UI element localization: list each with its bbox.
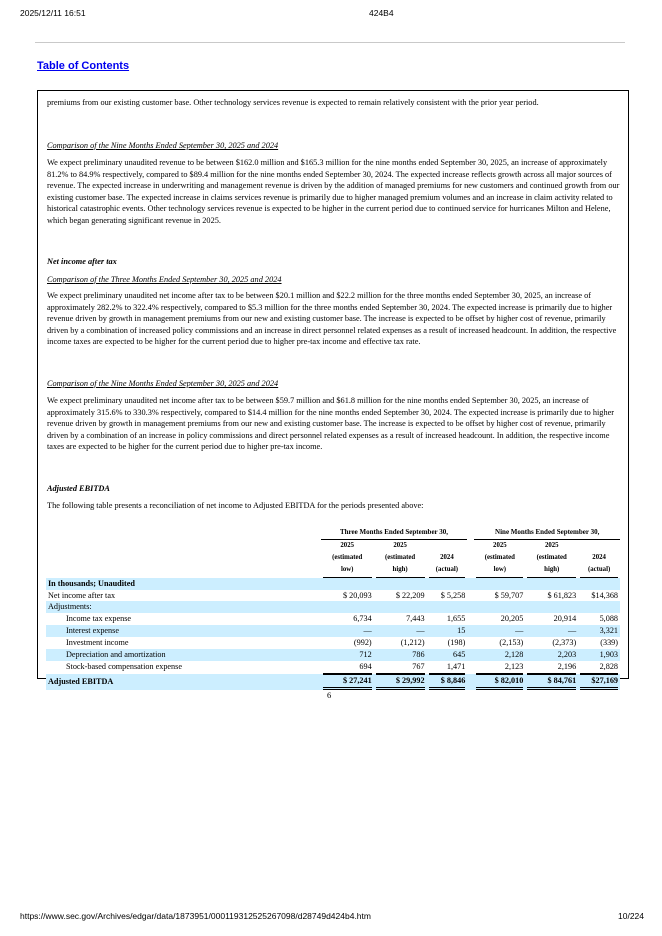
col-header-three-est-high: 2025 (estimated high) bbox=[374, 539, 427, 577]
cell-value: (992) bbox=[353, 638, 372, 648]
row-label: Adjusted EBITDA bbox=[46, 674, 321, 690]
cell-value: 5,088 bbox=[599, 614, 618, 624]
paragraph-nine-months-revenue: We expect preliminary unaudited revenue to be between $162.0 million and $165.3 million for the nine months ended September 30, 2025, an increase of approximately 81.2% to 84.9% respectively, compared to $89.4 million for the nine months ended September 30, 2024. The expected increase reflects growth across all major sources of revenue. The expected increase in underwriting and management revenue is driven by the addition of managed premiums for new customers and continued growth from our existing customer base. The expected increase in claims services revenue is primarily due to higher managed premium volumes and an increase in claim activity related to historical catastrophic events. Other technology services revenue is expected to be higher in the current period due to continued service for hurricanes Milton and Helene, which began generating significant revenue in 2025. bbox=[47, 158, 620, 225]
paragraph-adjusted-ebitda: The following table presents a reconciliation of net income to Adjusted EBITDA for the periods presented above: bbox=[47, 501, 424, 510]
cell-value: 2,123 bbox=[476, 661, 523, 674]
cell-value: $ 27,241 bbox=[323, 674, 372, 690]
intro-paragraph: premiums from our existing customer base. Other technology services revenue is expected to remain relatively consistent with the prior year period. bbox=[47, 98, 539, 107]
content-frame bbox=[37, 90, 629, 686]
heading-three-months-net-income: Comparison of the Three Months Ended September 30, 2025 and 2024 bbox=[47, 275, 282, 284]
paragraph-nine-months-net-income: We expect preliminary unaudited net income after tax to be between $59.7 million and $61.8 million for the nine months ended September 30, 2025, an increase of approximately 315.6% to 330.3% respectively, compared to $14.4 million for the nine months ended September 30, 2024. The expected increase is primarily due to higher revenue driven by growth in management premiums from our new and existing customer base. The increase is expected to be offset by higher cost of revenue, primarily driven by a combination of an increase in policy commissions and direct personnel related expenses as a result of increased headcount. In addition, the respective income taxes are expected to be higher for the current period due to higher pre-tax income. bbox=[47, 396, 615, 452]
col-header-nine-est-high: 2025 (estimated high) bbox=[525, 539, 578, 577]
heading-adjusted-ebitda: Adjusted EBITDA bbox=[47, 484, 110, 493]
table-row bbox=[46, 661, 620, 674]
cell-value: — bbox=[474, 625, 525, 637]
cell-value: 20,914 bbox=[553, 614, 577, 624]
cell-value: 3,321 bbox=[578, 625, 620, 637]
cell-value: $27,169 bbox=[580, 674, 618, 690]
heading-nine-months-revenue: Comparison of the Nine Months Ended September 30, 2025 and 2024 bbox=[47, 141, 279, 150]
cell-value: $ 29,992 bbox=[376, 674, 425, 690]
cell-value: 2,196 bbox=[527, 661, 576, 674]
row-label: Stock-based compensation expense bbox=[66, 662, 182, 672]
cell-value: 2,203 bbox=[525, 649, 578, 661]
cell-value: 20,205 bbox=[500, 614, 524, 624]
cell-value: (198) bbox=[447, 638, 466, 648]
row-label: Income tax expense bbox=[66, 614, 132, 624]
cell-value: 645 bbox=[427, 649, 468, 661]
table-group-header-row bbox=[46, 527, 620, 539]
cell-value: $ 5,258 bbox=[440, 590, 466, 600]
cell-value: — bbox=[525, 625, 578, 637]
row-label: Adjustments: bbox=[46, 601, 321, 613]
table-row bbox=[46, 590, 620, 602]
cell-value: 1,471 bbox=[429, 661, 466, 674]
cell-value: 6,734 bbox=[353, 614, 372, 624]
table-row-units bbox=[46, 578, 620, 590]
cell-value: 2,128 bbox=[474, 649, 525, 661]
col-header-three-actual: 2024 (actual) bbox=[427, 539, 468, 577]
cell-value: (2,373) bbox=[552, 638, 577, 648]
table-row bbox=[46, 649, 620, 661]
cell-value: 694 bbox=[323, 661, 372, 674]
cell-value: (339) bbox=[600, 638, 618, 648]
table-row bbox=[46, 625, 620, 637]
paragraph-three-months-net-income: We expect preliminary unaudited net income after tax to be between $20.1 million and $22.2 million for the three months ended September 30, 2025, an increase of approximately 282.2% to 322.4% respectively, compared to $5.3 million for the three months ended September 30, 2024. The expected increase is primarily due to higher revenue driven by growth in management premiums from our new and existing customer base. The increase is expected to be offset by higher cost of revenue, primarily driven by a combination of increased policy commissions and an increase in direct personnel related expenses as a result of increased headcount. In addition, the respective income taxes are expected to be higher for the current period due to higher pre-tax income and effective tax rate. bbox=[47, 291, 617, 347]
col-header-nine-actual: 2024 (actual) bbox=[578, 539, 620, 577]
header-divider bbox=[35, 42, 625, 43]
ebitda-reconciliation-table bbox=[46, 527, 620, 690]
cell-value: 786 bbox=[374, 649, 427, 661]
footer-url: https://www.sec.gov/Archives/edgar/data/1873951/000119312525267098/d28749d424b4.htm bbox=[20, 911, 371, 921]
cell-value: $ 84,761 bbox=[527, 674, 576, 690]
cell-value: (1,212) bbox=[400, 638, 425, 648]
print-datetime: 2025/12/11 16:51 bbox=[20, 8, 86, 18]
table-of-contents-link[interactable]: Table of Contents bbox=[37, 60, 130, 72]
cell-value: — bbox=[374, 625, 427, 637]
table-row-total bbox=[46, 674, 620, 690]
cell-value: 7,443 bbox=[406, 614, 425, 624]
group-header-three-months: Three Months Ended September 30, bbox=[321, 527, 468, 539]
browser-print-footer bbox=[20, 911, 644, 921]
table-row-adjustments bbox=[46, 601, 620, 613]
print-doc-type: 424B4 bbox=[369, 8, 394, 18]
cell-value: 15 bbox=[427, 625, 468, 637]
cell-value: — bbox=[321, 625, 374, 637]
heading-net-income-after-tax: Net income after tax bbox=[47, 257, 117, 266]
cell-value: $ 20,093 bbox=[343, 590, 372, 600]
cell-value: $ 22,209 bbox=[395, 590, 425, 600]
cell-value: $14,368 bbox=[591, 590, 618, 600]
row-label: Net income after tax bbox=[48, 590, 116, 600]
units-label: In thousands; Unaudited bbox=[46, 578, 321, 590]
table-row bbox=[46, 637, 620, 649]
row-label: Interest expense bbox=[46, 625, 321, 637]
col-header-nine-est-low: 2025 (estimated low) bbox=[474, 539, 525, 577]
cell-value: $ 59,707 bbox=[494, 590, 524, 600]
cell-value: 767 bbox=[376, 661, 425, 674]
page-number: 6 bbox=[327, 690, 332, 700]
cell-value: 2,828 bbox=[580, 661, 618, 674]
row-label: Investment income bbox=[66, 638, 129, 648]
cell-value: $ 8,846 bbox=[429, 674, 466, 690]
cell-value: 712 bbox=[321, 649, 374, 661]
cell-value: 1,903 bbox=[578, 649, 620, 661]
col-header-three-est-low: 2025 (estimated low) bbox=[321, 539, 374, 577]
table-row bbox=[46, 613, 620, 625]
group-header-nine-months: Nine Months Ended September 30, bbox=[474, 527, 620, 539]
heading-nine-months-net-income: Comparison of the Nine Months Ended September 30, 2025 and 2024 bbox=[47, 379, 279, 388]
cell-value: $ 61,823 bbox=[547, 590, 577, 600]
cell-value: (2,153) bbox=[499, 638, 524, 648]
cell-value: 1,655 bbox=[446, 614, 466, 624]
row-label: Depreciation and amortization bbox=[46, 649, 321, 661]
cell-value: $ 82,010 bbox=[476, 674, 523, 690]
table-column-header-row bbox=[46, 539, 620, 577]
footer-page-count: 10/224 bbox=[618, 911, 644, 921]
